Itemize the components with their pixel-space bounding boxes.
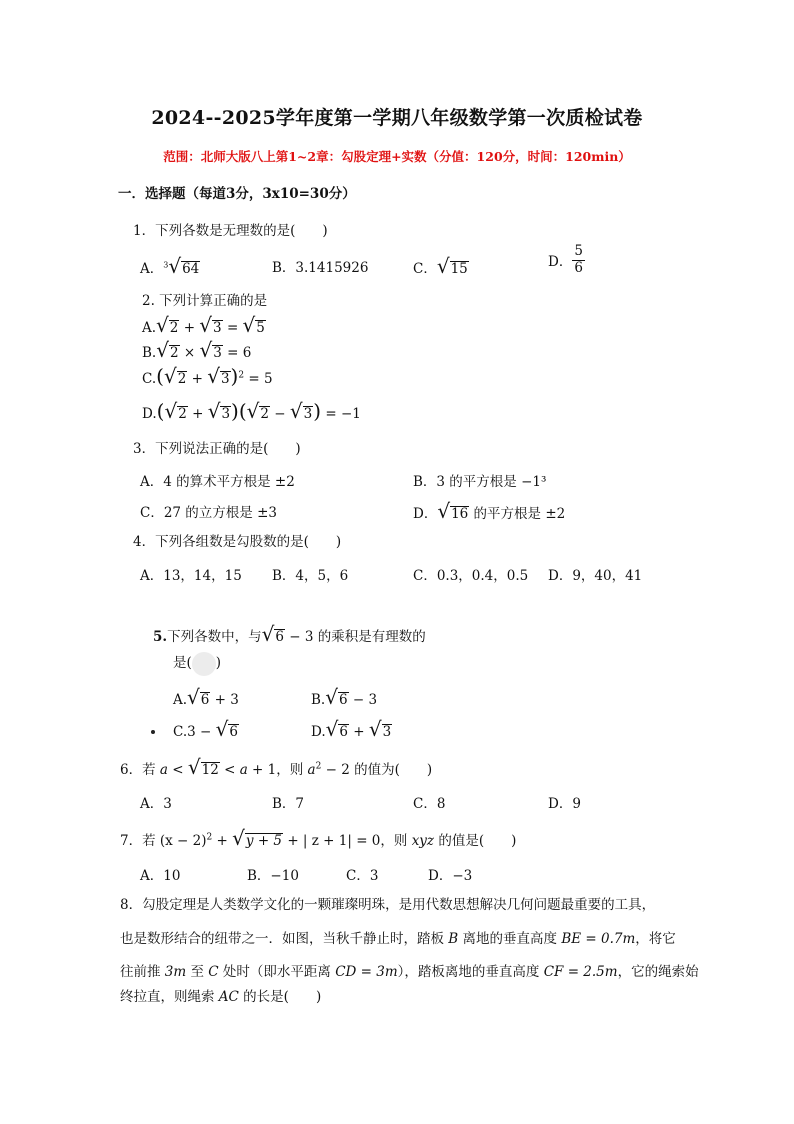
question-4-stem: 4．下列各组数是勾股数的是( ) (133, 534, 342, 550)
q7-option-a: A．10 (140, 868, 181, 884)
q6-option-c: C．8 (413, 796, 446, 812)
answer-blank (192, 652, 216, 676)
q6-option-b: B．7 (272, 796, 305, 812)
q7-option-d: D．−3 (428, 868, 473, 884)
q7-option-b: B．−10 (247, 868, 299, 884)
question-8-line-2: 也是数形结合的纽带之一．如图，当秋千静止时，踏板 B 离地的垂直高度 BE = 0.7m，将它 (120, 931, 676, 947)
q5-option-d: D.√6 + √3 (311, 717, 392, 741)
q1-option-c: C．√15 (413, 254, 468, 278)
q3-option-d: D．√16 的平方根是 ±2 (413, 499, 566, 523)
question-2-stem: 2. 下列计算正确的是 (142, 293, 268, 309)
q2-option-d: D.(√2 + √3)(√2 − √3) = −1 (142, 399, 361, 423)
q6-option-a: A．3 (140, 796, 172, 812)
q4-option-a: A．13，14，15 (140, 568, 242, 584)
section-heading: 一．选择题（每道3分，3x10=30分） (118, 186, 356, 202)
question-8-line-1: 8．勾股定理是人类数学文化的一颗璀璨明珠，是用代数思想解决几何问题最重要的工具， (120, 897, 656, 913)
q1-option-d: D． $\frac{5}{6}$ (548, 243, 583, 276)
question-7-stem: 7．若 $(x - 2)^2 + √y + 5$ + | z + 1| = 0，则 xyz 的值是( ) (120, 826, 517, 850)
q2-option-a: A.√2 + √3 = √5 (142, 313, 265, 337)
q5-option-b: B.√6 − 3 (311, 685, 378, 709)
q5-option-c: C.3 − √6 (173, 717, 238, 741)
q3-option-a: A．4 的算术平方根是 ±2 (140, 474, 295, 490)
exam-scope: 范围：北师大版八上第1~2章：勾股定理+实数（分值：120分，时间：120min） (163, 149, 631, 164)
q2-option-c: $C.(√2 + √3)^2 = 5$ (142, 364, 273, 388)
q3-option-b: B．3 的平方根是 −1³ (413, 474, 547, 490)
question-1-stem: 1．下列各数是无理数的是( ) (133, 223, 328, 239)
q6-option-d: D．9 (548, 796, 581, 812)
q1-option-b: B．3.1415926 (272, 260, 369, 276)
question-6-stem: 6．若 a < √12 < a + 1，则 $a^2 - 2$ 的值为( ) (120, 755, 433, 779)
page-title: 2024--2025学年度第一学期八年级数学第一次质检试卷 (151, 107, 643, 129)
question-3-stem: 3．下列说法正确的是( ) (133, 441, 301, 457)
q3-option-c: C．27 的立方根是 ±3 (140, 505, 277, 521)
question-5-stem-cont: 是( ) (173, 651, 221, 676)
q1-option-a: A．$^3$√64 (140, 254, 200, 278)
stray-dot (151, 730, 155, 734)
q4-option-c: C．0.3，0.4，0.5 (413, 568, 529, 584)
q4-option-d: D．9，40，41 (548, 568, 643, 584)
q4-option-b: B．4，5，6 (272, 568, 349, 584)
question-5-stem: 5.下列各数中，与√6 − 3 的乘积是有理数的 (153, 622, 426, 646)
q5-option-a: A.√6 + 3 (173, 685, 239, 709)
q7-option-c: C．3 (346, 868, 379, 884)
question-8-line-4: 终拉直，则绳索 AC 的长是( ) (120, 989, 322, 1005)
q2-option-b: B.√2 × √3 = 6 (142, 338, 252, 362)
question-8-line-3: 往前推 3m 至 C 处时（即水平距离 CD = 3m），踏板离地的垂直高度 CF = 2.5m，它的绳索始 (120, 964, 699, 980)
